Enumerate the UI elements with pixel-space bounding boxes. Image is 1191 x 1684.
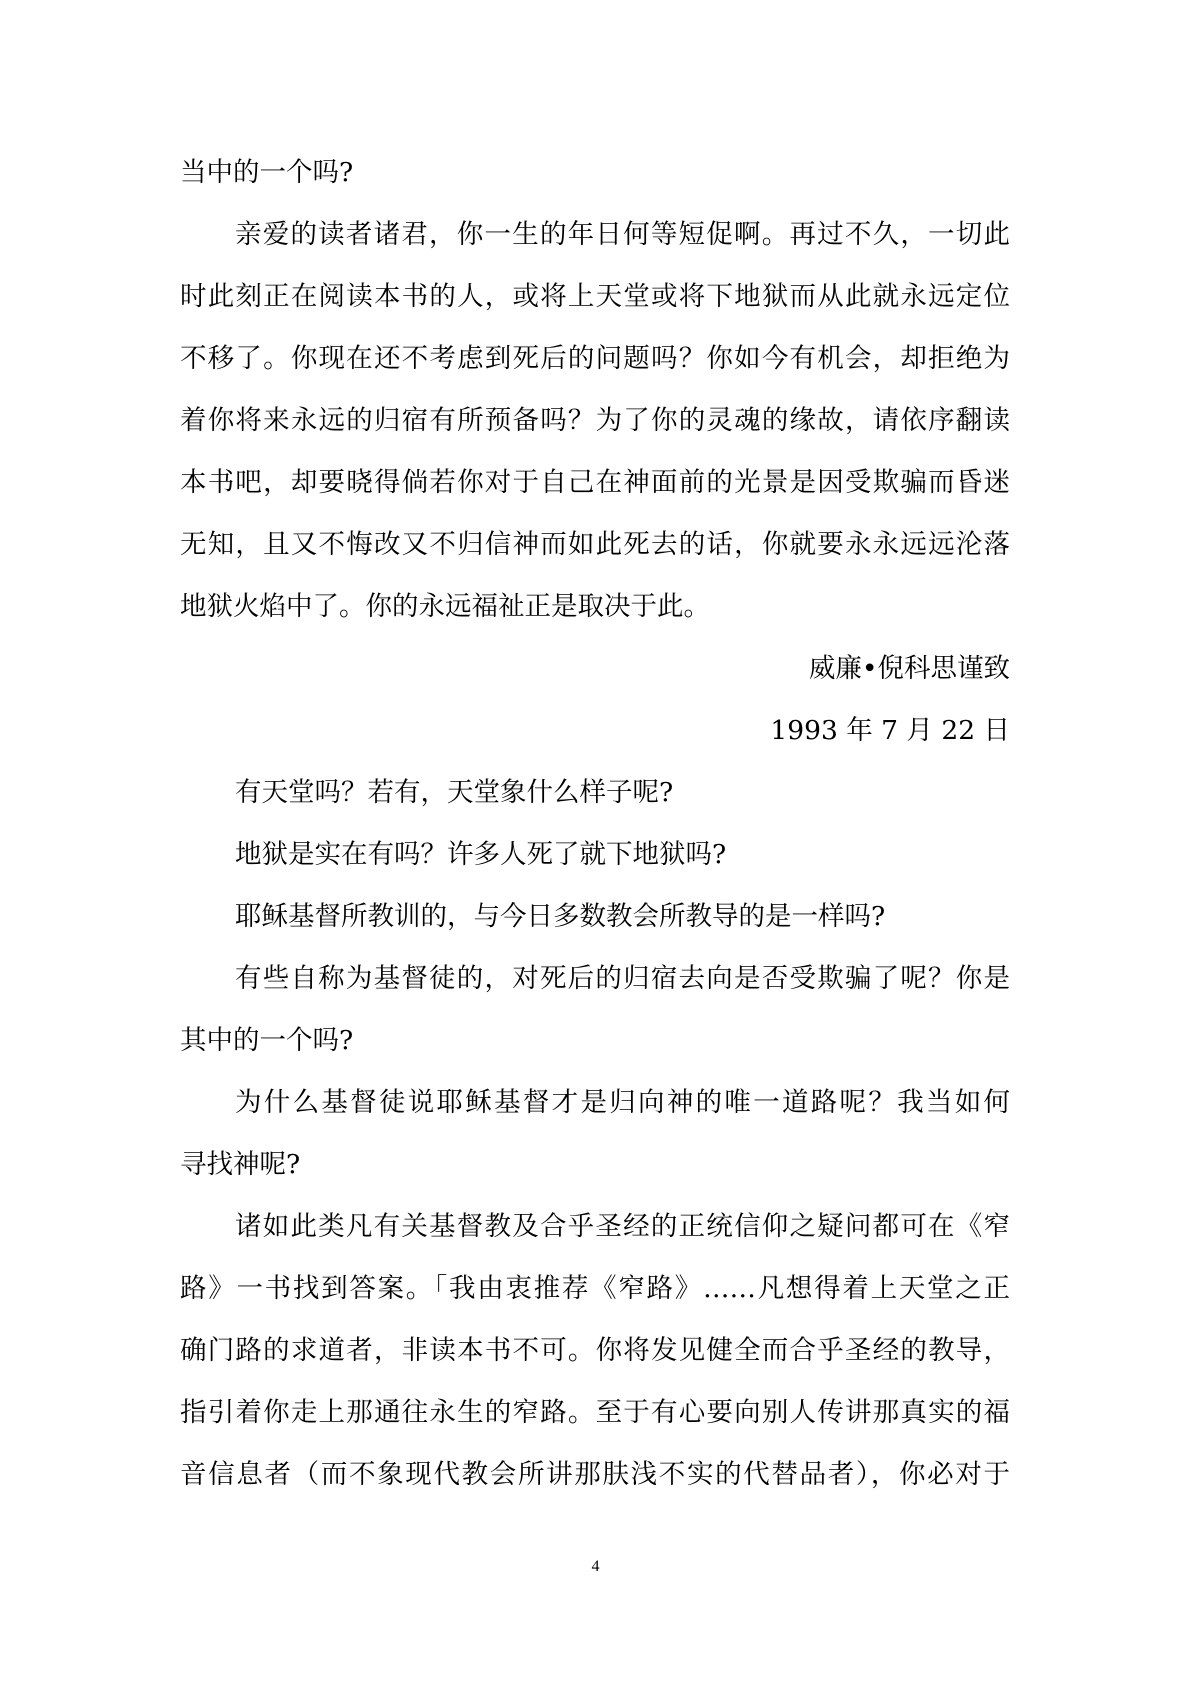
text-line: 有些自称为基督徒的，对死后的归宿去向是否受欺骗了呢？你是 xyxy=(235,963,1010,994)
text-line: 其中的一个吗? xyxy=(180,1025,354,1056)
text-line: 诸如此类凡有关基督教及合乎圣经的正统信仰之疑问都可在《窄 xyxy=(235,1211,1010,1242)
text-line: 当中的一个吗? xyxy=(180,157,354,188)
text-line: 路》一书找到答案。「我由衷推荐《窄路》……凡想得着上天堂之正 xyxy=(180,1273,1010,1304)
text-line: 本书吧，却要晓得倘若你对于自己在神面前的光景是因受欺骗而昏迷 xyxy=(180,467,1010,498)
text-line: 确门路的求道者，非读本书不可。你将发见健全而合乎圣经的教导， xyxy=(180,1335,1010,1366)
text-line: 寻找神呢? xyxy=(180,1149,301,1180)
text-line: 音信息者（而不象现代教会所讲那肤浅不实的代替品者），你必对于 xyxy=(180,1459,1010,1490)
document-body xyxy=(180,142,1010,1506)
page-number: 4 xyxy=(591,1558,600,1575)
text-line: 有天堂吗？若有，天堂象什么样子呢? xyxy=(235,777,674,808)
text-line: 地狱是实在有吗？许多人死了就下地狱吗? xyxy=(235,839,727,870)
text-line: 耶稣基督所教训的，与今日多数教会所教导的是一样吗? xyxy=(235,901,886,932)
text-line: 着你将来永远的归宿有所预备吗？为了你的灵魂的缘故，请依序翻读 xyxy=(180,405,1010,436)
text-line: 地狱火焰中了。你的永远福祉正是取决于此。 xyxy=(180,591,710,622)
text-line: 亲爱的读者诸君，你一生的年日何等短促啊。再过不久，一切此 xyxy=(235,219,1010,250)
signature-date: 1993 年 7 月 22 日 xyxy=(770,715,1010,746)
text-line: 指引着你走上那通往永生的窄路。至于有心要向别人传讲那真实的福 xyxy=(180,1397,1010,1428)
signature: 威廉•倪科思谨致 xyxy=(808,653,1010,684)
text-line: 为什么基督徒说耶稣基督才是归向神的唯一道路呢？我当如何 xyxy=(235,1087,1010,1118)
text-line: 不移了。你现在还不考虑到死后的问题吗？你如今有机会，却拒绝为 xyxy=(180,343,1010,374)
text-line: 时此刻正在阅读本书的人，或将上天堂或将下地狱而从此就永远定位 xyxy=(180,281,1010,312)
text-line: 无知，且又不悔改又不归信神而如此死去的话，你就要永永远远沦落 xyxy=(180,529,1010,560)
